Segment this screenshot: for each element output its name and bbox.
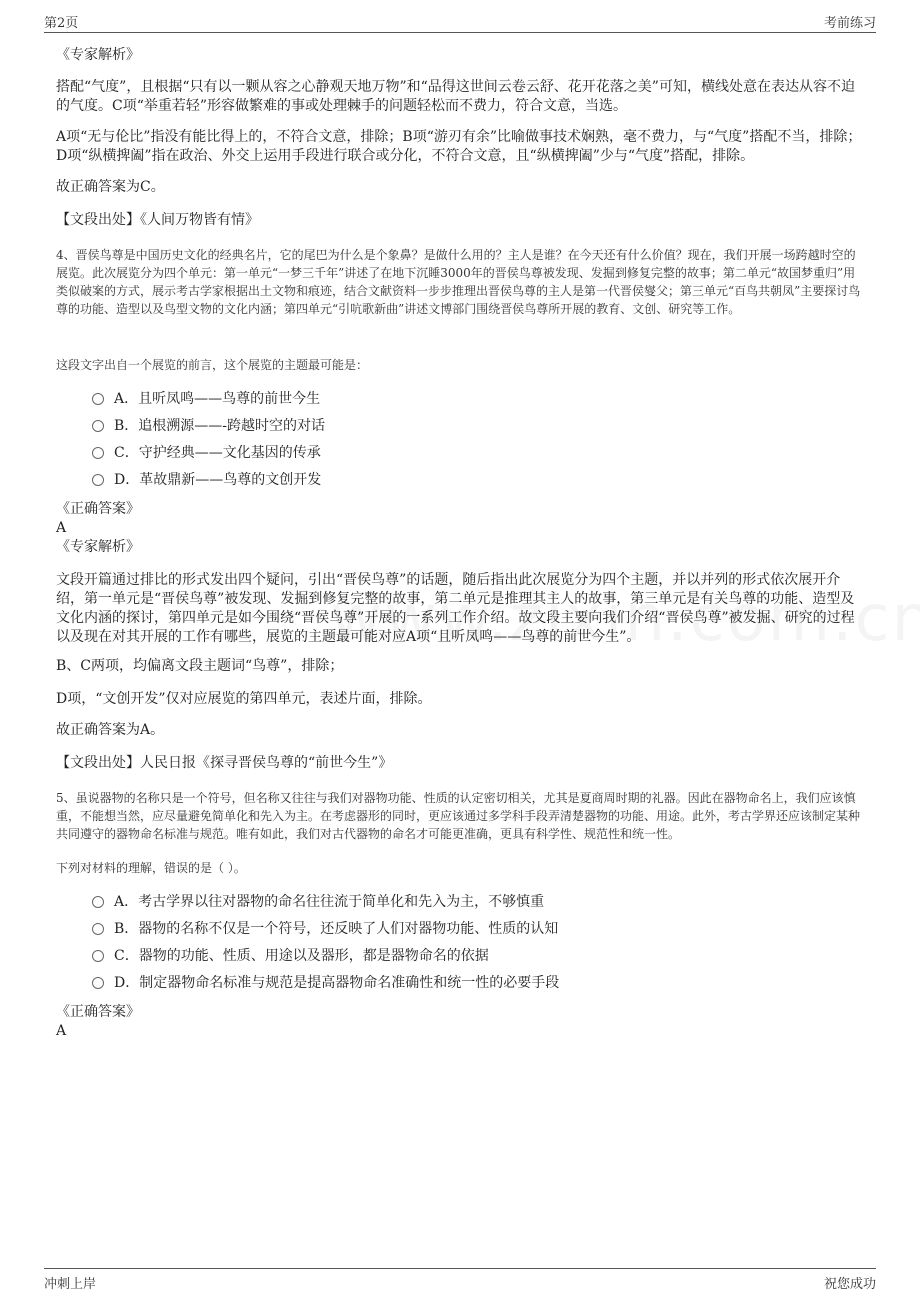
- q4-option-b[interactable]: [92, 417, 325, 436]
- q4-answer: A: [56, 520, 67, 536]
- radio-icon[interactable]: [92, 447, 104, 459]
- q4-option-d[interactable]: [92, 471, 321, 490]
- option-label: D．革故鼎新——鸟尊的文创开发: [114, 472, 322, 488]
- q4-analysis-p1: 文段开篇通过排比的形式发出四个疑问，引出“晋侯鸟尊”的话题，随后指出此次展览分为四个主题，并以并列的形式依次展开介绍，第一单元是“晋侯鸟尊”被发现、发掘到修复完整的故事，第二单元是推理其主人的故事，第三单元是有关鸟尊的功能、造型及文化内涵的探讨，第四单元是如今围绕“晋侯鸟尊”开展的一系列工作介绍。故文段主要向我们介绍“晋侯鸟尊”被发掘、研究的过程以及现在对其开展的工作有哪些，展览的主题最可能对应A项“且听凤鸣——鸟尊的前世今生”。: [56, 572, 855, 645]
- q4-analysis-label: 《专家解析》: [56, 539, 140, 555]
- q5-option-d[interactable]: [92, 974, 559, 993]
- radio-icon[interactable]: [92, 420, 104, 432]
- option-label: C．器物的功能、性质、用途以及器形，都是器物命名的依据: [114, 948, 489, 964]
- q4-answer-label: 《正确答案》: [56, 501, 140, 517]
- q5-option-b[interactable]: [92, 920, 558, 939]
- option-label: D．制定器物命名标准与规范是提高器物命名准确性和统一性的必要手段: [114, 975, 560, 991]
- q4-source: 【文段出处】人民日报《探寻晋侯鸟尊的“前世今生”》: [56, 755, 393, 771]
- footer-right: 祝您成功: [823, 1277, 876, 1292]
- q4-question: 这段文字出自一个展览的前言，这个展览的主题最可能是：: [56, 358, 369, 372]
- radio-icon[interactable]: [92, 977, 104, 989]
- q4-analysis-p2: B、C两项，均偏离文段主题词“鸟尊”，排除；: [56, 658, 344, 674]
- q5-answer-label: 《正确答案》: [56, 1004, 140, 1020]
- q4-option-a[interactable]: [92, 390, 320, 409]
- option-label: A．且听凤鸣——鸟尊的前世今生: [114, 391, 321, 407]
- option-label: C．守护经典——文化基因的传承: [114, 445, 321, 461]
- q4-stem: 4、晋侯鸟尊是中国历史文化的经典名片，它的尾巴为什么是个象鼻？是做什么用的？主人是谁？在今天还有什么价值？现在，我们开展一场跨越时空的展览。此次展览分为四个单元：第一单元“一梦三千年”讲述了在地下沉睡3000年的晋侯鸟尊被发现、发掘到修复完整的故事；第二单元“故国梦重归”用类似破案的方式，展示考古学家根据出土文物和痕迹，结合文献资料一步步推理出晋侯鸟尊的主人是第一代晋侯燮父；第三单元“百鸟共朝凤”主要探讨鸟尊的功能、造型以及鸟型文物的文化内涵；第四单元“引吭歌新曲”讲述文博部门围绕晋侯鸟尊所开展的教育、文创、研究等工作。: [56, 248, 861, 316]
- q5-answer: A: [56, 1023, 67, 1039]
- page-footer: [44, 1268, 876, 1293]
- option-label: B．追根溯源——-跨越时空的对话: [114, 418, 326, 434]
- q3-source: 【文段出处】《人间万物皆有情》: [56, 212, 259, 228]
- q4-option-c[interactable]: [92, 444, 321, 463]
- q4-conclusion: 故正确答案为A。: [56, 722, 165, 738]
- page-number: 第2页: [44, 16, 79, 31]
- q5-question: 下列对材料的理解，错误的是（ ）。: [56, 861, 246, 875]
- option-label: B．器物的名称不仅是一个符号，还反映了人们对器物功能、性质的认知: [114, 921, 559, 937]
- radio-icon[interactable]: [92, 393, 104, 405]
- q3-analysis-p1: 搭配“气度”，且根据“只有以一颗从容之心静观天地万物”和“品得这世间云卷云舒、花开花落之美”可知，横线处意在表达从容不迫的气度。C项“举重若轻”形容做繁难的事或处理棘手的问题轻松而不费力，符合文意，当选。: [56, 79, 855, 114]
- radio-icon[interactable]: [92, 923, 104, 935]
- q5-option-c[interactable]: [92, 947, 489, 966]
- radio-icon[interactable]: [92, 474, 104, 486]
- radio-icon[interactable]: [92, 950, 104, 962]
- option-label: A．考古学界以往对器物的命名往往流于简单化和先入为主，不够慎重: [114, 894, 545, 910]
- header-title: 考前练习: [823, 16, 876, 31]
- page-header: [44, 10, 876, 33]
- radio-icon[interactable]: [92, 896, 104, 908]
- q5-stem: 5、虽说器物的名称只是一个符号，但名称又往往与我们对器物功能、性质的认定密切相关，尤其是夏商周时期的礼器。因此在器物命名上，我们应该慎重，不能想当然，应尽量避免简单化和先入为主。在考虑器形的同时，更应该通过多学科手段弄清楚器物的功能、用途。此外，考古学界还应该制定某种共同遵守的器物命名标准与规范。唯有如此，我们对古代器物的命名才可能更准确，更具有科学性、规范性和统一性。: [56, 791, 861, 841]
- q3-analysis-p2: A项“无与伦比”指没有能比得上的，不符合文意，排除；B项“游刃有余”比喻做事技术娴熟，毫不费力，与“气度”搭配不当，排除；D项“纵横捭阖”指在政治、外交上运用手段进行联合或分化，不符合文意，且“纵横捭阖”少与“气度”搭配，排除。: [56, 129, 862, 164]
- footer-left: 冲刺上岸: [44, 1277, 97, 1292]
- q3-conclusion: 故正确答案为C。: [56, 179, 165, 195]
- q4-analysis-p3: D项，“文创开发”仅对应展览的第四单元，表述片面，排除。: [56, 691, 432, 707]
- q3-analysis-label: 《专家解析》: [56, 47, 140, 63]
- q5-option-a[interactable]: [92, 893, 544, 912]
